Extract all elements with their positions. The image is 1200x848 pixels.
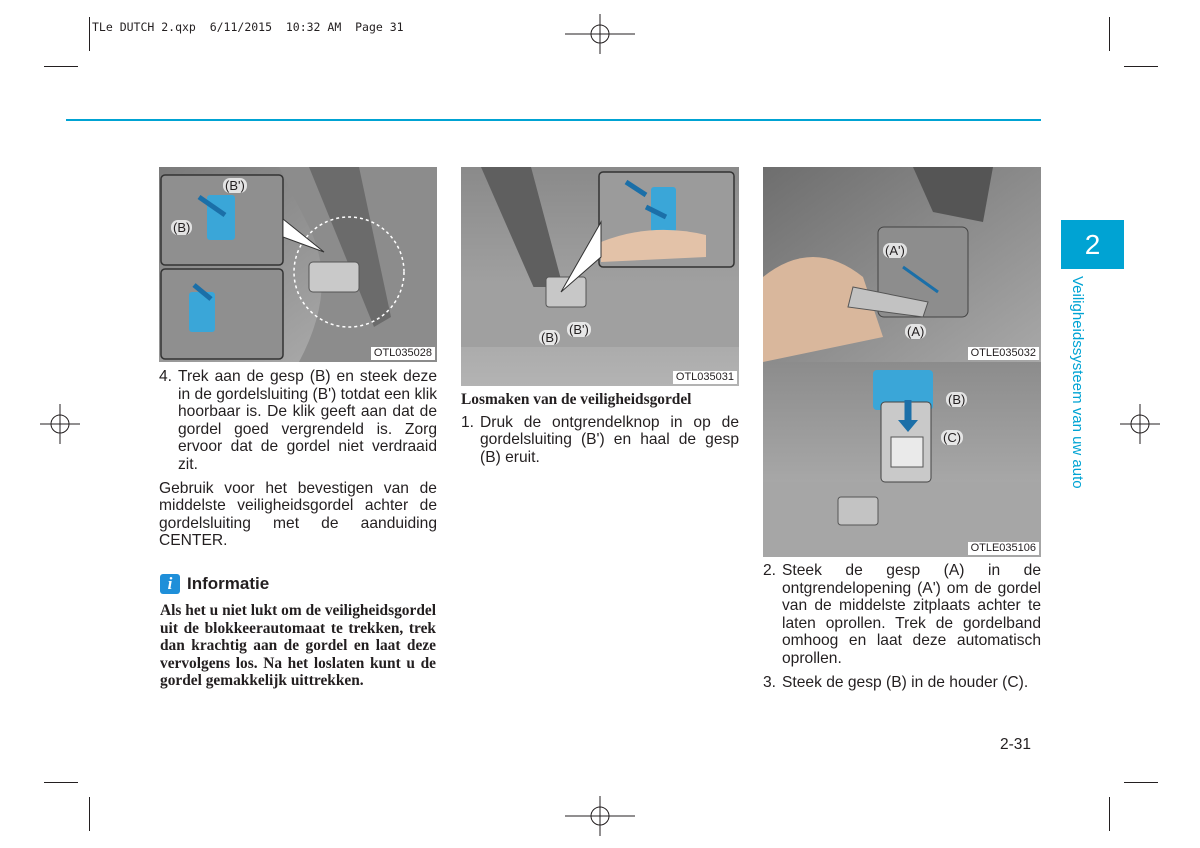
step-number: 1. [461,413,475,431]
figure-buckle-insert-illustration [159,167,437,362]
callout-b: (B) [173,220,191,235]
figure-retract-belt [763,167,1041,362]
figure-buckle-holder-illustration [763,362,1041,557]
registration-mark-bottom [565,796,635,836]
callout-c: (C) [943,430,962,445]
header-rule [66,119,1041,121]
step-1 [461,414,739,467]
step-number: 3. [763,673,777,691]
callout-a: (A) [907,324,925,339]
callout-a-prime: (A') [885,243,905,258]
figure-retract-belt-illustration [763,167,1041,362]
step-text: Druk de ontgrendelknop in op de gordelsluiting (B') en haal de gesp (B) eruit. [480,413,739,466]
middle-column-text [461,391,739,466]
callout-b: (B) [948,392,966,407]
figure-buckle-release-illustration [461,167,739,386]
figure-code: OTL035031 [673,371,737,384]
step-3 [763,674,1041,692]
step-number: 4. [159,368,173,385]
page-number: 2-31 [1000,736,1032,753]
right-column-text [763,562,1041,691]
info-text: Als het u niet lukt om de veiligheidsgordel uit de blokkeerautomaat te trekken, trek dan krachtig aan de gordel en laat deze vervolgens los. Na het loslaten kunt u de gordel gemakkelijk uittrekken. [160,602,436,690]
figure-buckle-insert [159,167,437,362]
step-4 [159,368,437,474]
figure-code: OTLE035032 [968,347,1039,360]
registration-mark-left [40,404,80,444]
figure-code: OTL035028 [371,347,435,360]
chapter-number-tab: 2 [1061,220,1124,269]
print-header: TLe DUTCH 2.qxp 6/11/2015 10:32 AM Page 31 [92,20,404,34]
section-heading: Losmaken van de veiligheidsgordel [461,391,692,408]
chapter-title: Veiligheidssysteem van uw auto [1069,276,1086,489]
step-number: 2. [763,562,777,579]
center-belt-paragraph: Gebruik voor het bevestigen van de middelste veiligheidsgordel achter de gordelsluiting met de aanduiding CENTER. [159,479,437,550]
callout-b-prime: (B') [225,178,245,193]
callout-b: (B) [541,330,559,345]
figure-code: OTLE035106 [968,542,1039,555]
left-column-text [159,368,437,550]
info-icon: i [160,574,180,594]
step-2 [763,562,1041,668]
figure-buckle-release [461,167,739,386]
registration-mark-top [565,14,635,54]
info-box-header [160,574,269,594]
step-text: Steek de gesp (A) in de ontgrendelopening (A') om de gordel van de middelste zitplaats achter te laten oprollen. Trek de gordelband omhoog en laat deze automatisch oprollen. [782,562,1041,667]
callout-b-prime: (B') [569,322,589,337]
figure-buckle-holder [763,362,1041,557]
info-title: Informatie [187,574,270,593]
step-text: Trek aan de gesp (B) en steek deze in de gordelsluiting (B') totdat een klik hoorbaar is. De klik geeft aan dat de gordel goed vergrendeld is. Zorg ervoor dat de gordel niet verdraaid zit. [178,368,437,473]
registration-mark-right [1120,404,1160,444]
step-text: Steek de gesp (B) in de houder (C). [782,673,1029,691]
